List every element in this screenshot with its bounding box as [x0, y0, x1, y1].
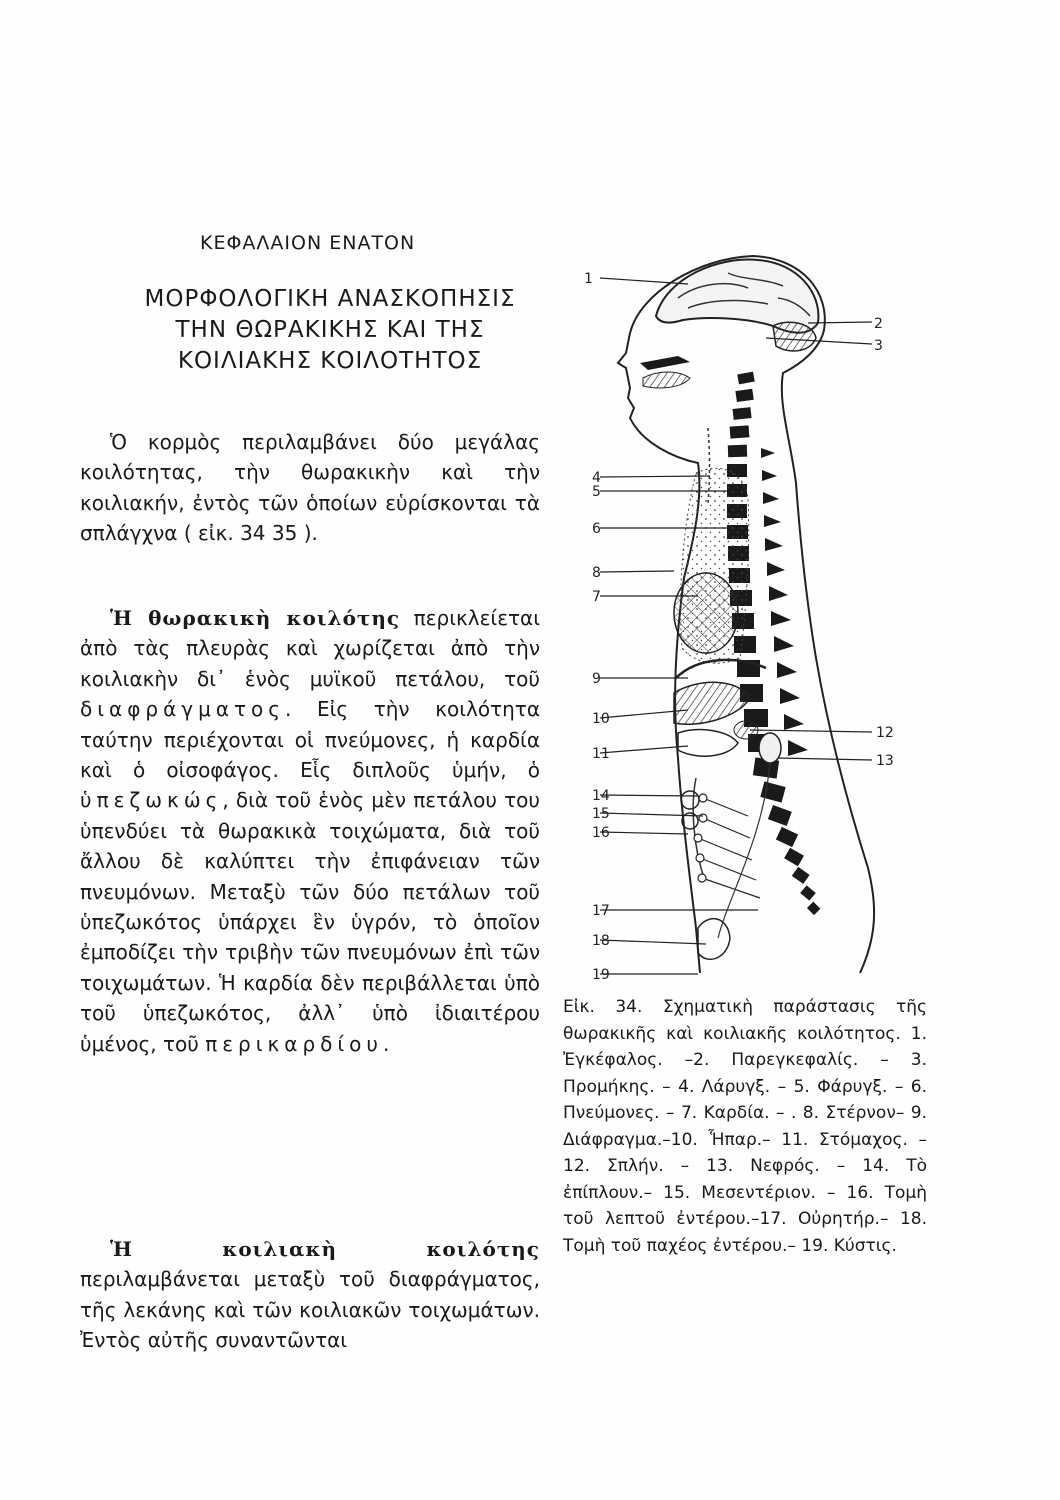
figure-label: 10: [592, 711, 610, 727]
figure-label: 1: [584, 271, 593, 287]
nasal-cavity: [640, 356, 690, 370]
figure-label: 13: [876, 753, 894, 769]
title-line-1: ΜΟΡΦΟΛΟΓΙΚΗ ΑΝΑΣΚΟΠΗΣΙΣ: [144, 286, 516, 312]
spaced-term-diaphragm: διαφράγματος: [80, 697, 286, 722]
anatomy-figure: [578, 238, 918, 988]
text-segment: περικλείεται ἀπὸ τὰς πλευρὰς καὶ χωρίζεται ἀπὸ τὴν κοιλιακὴν δι᾽ ἑνὸς μυϊκοῦ πετάλου, τοῦ: [80, 606, 540, 691]
spaced-term-pericardium: περικαρδίου: [205, 1031, 383, 1056]
figure-label: 4: [592, 470, 601, 486]
figure-label: 9: [592, 671, 601, 687]
paragraph-thoracic: [80, 603, 540, 1059]
figure-label: 12: [876, 725, 894, 741]
text-segment: περιλαμβάνεται μεταξὺ τοῦ διαφράγματος, τῆς λεκάνης καὶ τῶν κοιλιακῶν τοιχωμάτων. Ἐντὸς αὐτῆς συναντῶνται: [80, 1267, 540, 1353]
stomach: [678, 730, 738, 757]
ureter: [718, 763, 770, 938]
figure-label: 2: [874, 316, 883, 332]
figure-label: 15: [592, 806, 610, 822]
figure-label: 16: [592, 825, 610, 841]
paragraph-abdominal: [80, 1234, 540, 1356]
text-segment: .: [382, 1031, 390, 1056]
bladder: [698, 919, 730, 960]
text-segment: . Εἰς τὴν κοιλότητα ταύτην περιέχονται οἱ πνεύμονες, ἡ καρδία καὶ ὁ οἰσοφάγος. Εἷς διπλοῦς ὑμήν, ὁ: [80, 697, 540, 783]
figure-label: 5: [592, 484, 601, 500]
term-abdominal-cavity: Ἡ κοιλιακὴ κοιλότης: [110, 1237, 540, 1261]
figure-label: 17: [592, 903, 610, 919]
figure-label: 14: [592, 788, 610, 804]
text-segment: , διὰ τοῦ ἑνὸς μὲν πετάλου του ὑπενδύει τὰ θωρακικὰ τοιχώματα, διὰ τοῦ ἄλλου δὲ καλύπτει τὴν ἐπιφάνειαν τῶν πνευμόνων. Μεταξὺ τῶν δύο πετάλων τοῦ ὑπεζωκότος ὑπάρχει ἓν ὑγρόν, τὸ ὁποῖον ἐμποδίζει τὴν τριβὴν τῶν πνευμόνων ἐπὶ τῶν τοιχωμάτων. Ἡ καρδία δὲν περιβάλλεται ὑπὸ τοῦ ὑπεζωκότος, ἀλλ᾽ ὑπὸ ἰδιαιτέρου ὑμένος, τοῦ: [80, 788, 540, 1056]
intestine-loop: [681, 791, 699, 809]
figure-label: 19: [592, 967, 610, 983]
kidney: [759, 733, 781, 763]
figure-label: 3: [874, 338, 883, 354]
chapter-label: ΚΕΦΑΛΑΙΟΝ ΕΝΑΤΟΝ: [200, 232, 416, 254]
figure-label: 11: [592, 746, 610, 762]
figure-label: 7: [592, 589, 601, 605]
figure-label: 18: [592, 933, 610, 949]
anatomy-diagram: [578, 238, 918, 988]
paragraph-intro: Ὁ κορμὸς περιλαμβάνει δύο μεγάλας κοιλότητας, τὴν θωρακικὴν καὶ τὴν κοιλιακήν, ἐντὸς τῶν ὁποίων εὑρίσκονται τὰ σπλάγχνα ( εἰκ. 34 35 ).: [80, 430, 540, 546]
oral-cavity: [643, 372, 690, 388]
figure-caption: Εἰκ. 34. Σχηματικὴ παράστασις τῆς θωρακικῆς καὶ κοιλιακῆς κοιλότητος. 1. Ἐγκέφαλος. –2. Παρεγκεφαλίς. – 3. Προμήκης. – 4. Λάρυγξ. – 5. Φάρυγξ. – 6. Πνεύμονες. – 7. Καρδία. – . 8. Στέρνον– 9. Διάφραγμα.–10. Ἧπαρ.– 11. Στόμαχος. – 12. Σπλήν. – 13. Νεφρός. – 14. Τὸ ἐπίπλουν.– 15. Μεσεντέριον. – 16. Τομὴ τοῦ λεπτοῦ ἐντέρου.–17. Οὐρητήρ.– 18. Τομὴ τοῦ παχέος ἐντέρου.– 19. Κύστις.: [563, 997, 927, 1256]
figure-label: 6: [592, 521, 601, 537]
spinous-processes: [761, 448, 808, 756]
title-line-3: ΚΟΙΛΙΑΚΗΣ ΚΟΙΛΟΤΗΤΟΣ: [177, 348, 483, 374]
figure-label: 8: [592, 565, 601, 581]
heart: [674, 573, 738, 653]
liver: [674, 682, 750, 724]
term-thoracic-cavity: Ἡ θωρακικὴ κοιλότης: [110, 606, 401, 630]
title-line-2: ΤΗΝ ΘΩΡΑΚΙΚΗΣ ΚΑΙ ΤΗΣ: [175, 317, 485, 343]
page-title: [100, 284, 560, 377]
spaced-term-pleura: ὑπεζωκώς: [80, 788, 223, 813]
